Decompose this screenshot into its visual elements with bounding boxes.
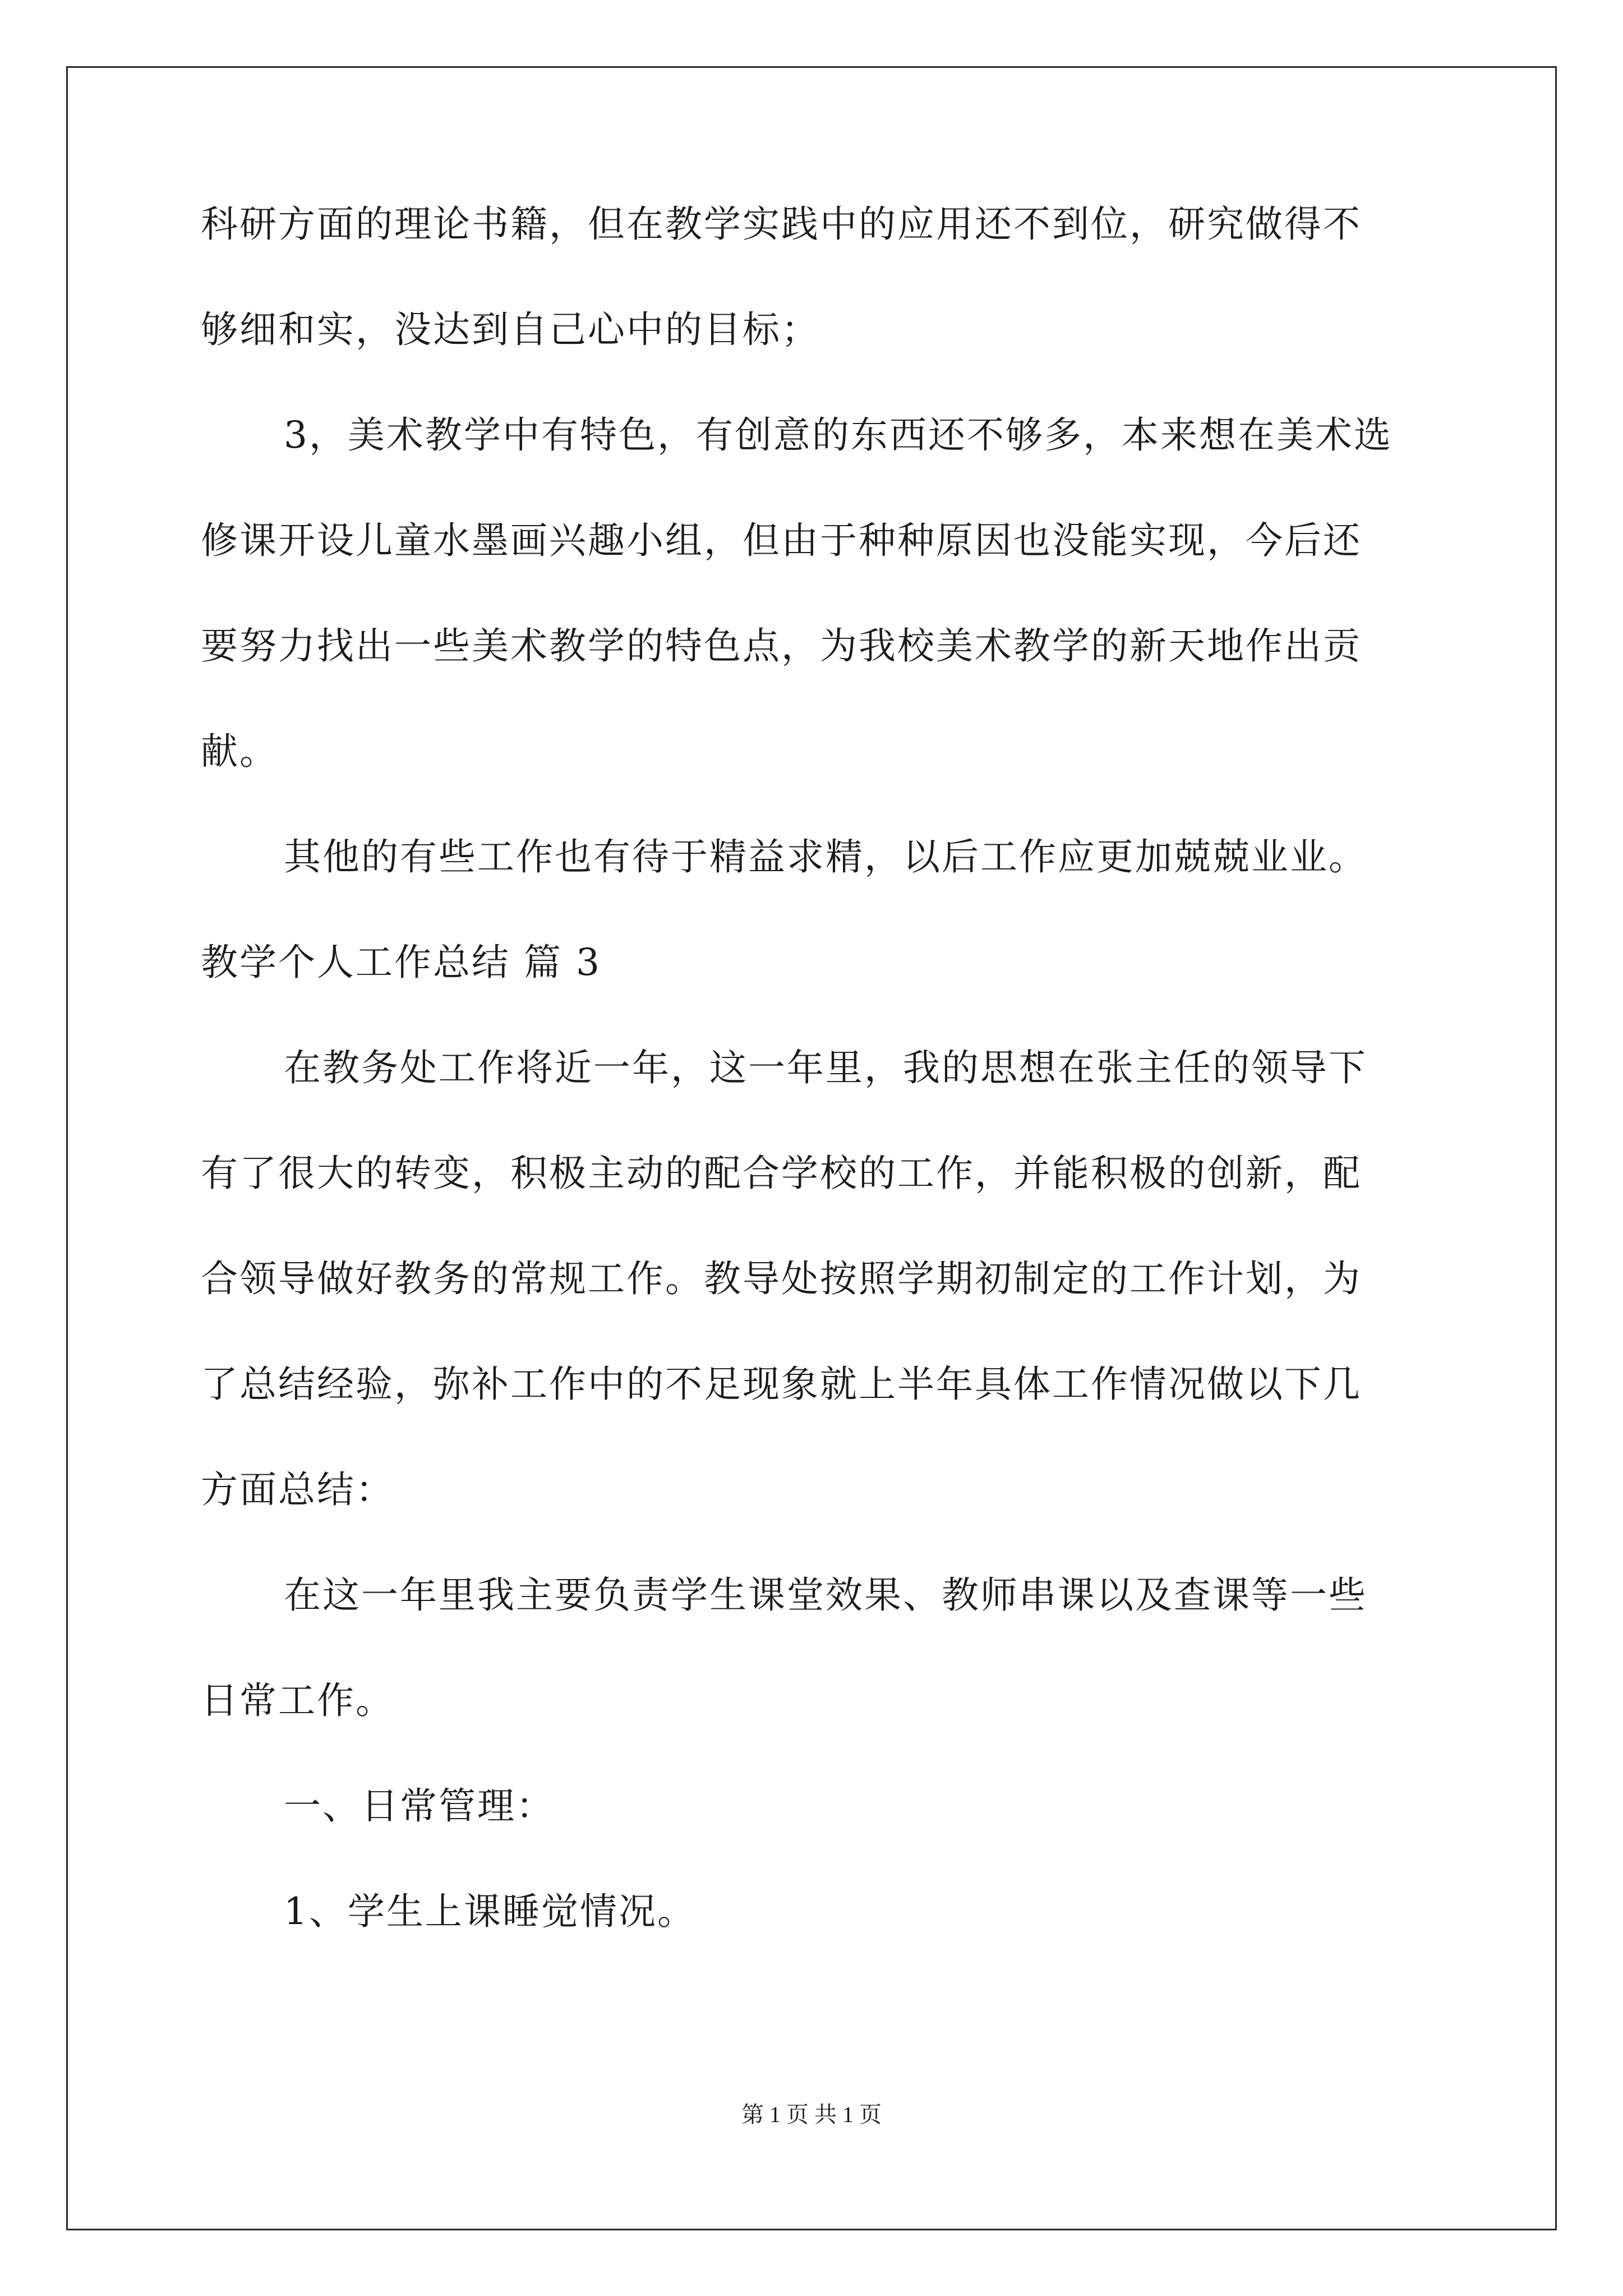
- text-line: 日常工作。: [201, 1679, 394, 1722]
- text-line: 在这一年里我主要负责学生课堂效果、教师串课以及查课等一些: [284, 1573, 1367, 1617]
- text-line: 其他的有些工作也有待于精益求精，以后工作应更加兢兢业业。: [284, 835, 1367, 878]
- text-line: 科研方面的理论书籍，但在教学实践中的应用还不到位，研究做得不: [201, 203, 1362, 246]
- text-line: 合领导做好教务的常规工作。教导处按照学期初制定的工作计划，为: [201, 1257, 1362, 1300]
- text-line: 有了很大的转变，积极主动的配合学校的工作，并能积极的创新，配: [201, 1152, 1362, 1195]
- text-line: 方面总结：: [201, 1468, 394, 1511]
- section-heading: 教学个人工作总结 篇 3: [201, 941, 601, 984]
- text-line: 在教务处工作将近一年，这一年里，我的思想在张主任的领导下: [284, 1046, 1367, 1089]
- text-line: 一、日常管理：: [284, 1784, 555, 1828]
- text-line: 修课开设儿童水墨画兴趣小组，但由于种种原因也没能实现，今后还: [201, 519, 1362, 562]
- text-line: 献。: [201, 730, 278, 773]
- text-line: 3，美术教学中有特色，有创意的东西还不够多，本来想在美术选: [284, 413, 1393, 457]
- page-footer: 第 1 页 共 1 页: [741, 2102, 882, 2127]
- text-line: 1、学生上课睡觉情况。: [284, 1890, 696, 1933]
- text-line: 了总结经验，弥补工作中的不足现象就上半年具体工作情况做以下几: [201, 1363, 1362, 1406]
- text-line: 要努力找出一些美术教学的特色点，为我校美术教学的新天地作出贡: [201, 624, 1362, 668]
- text-line: 够细和实，没达到自己心中的目标；: [201, 308, 820, 351]
